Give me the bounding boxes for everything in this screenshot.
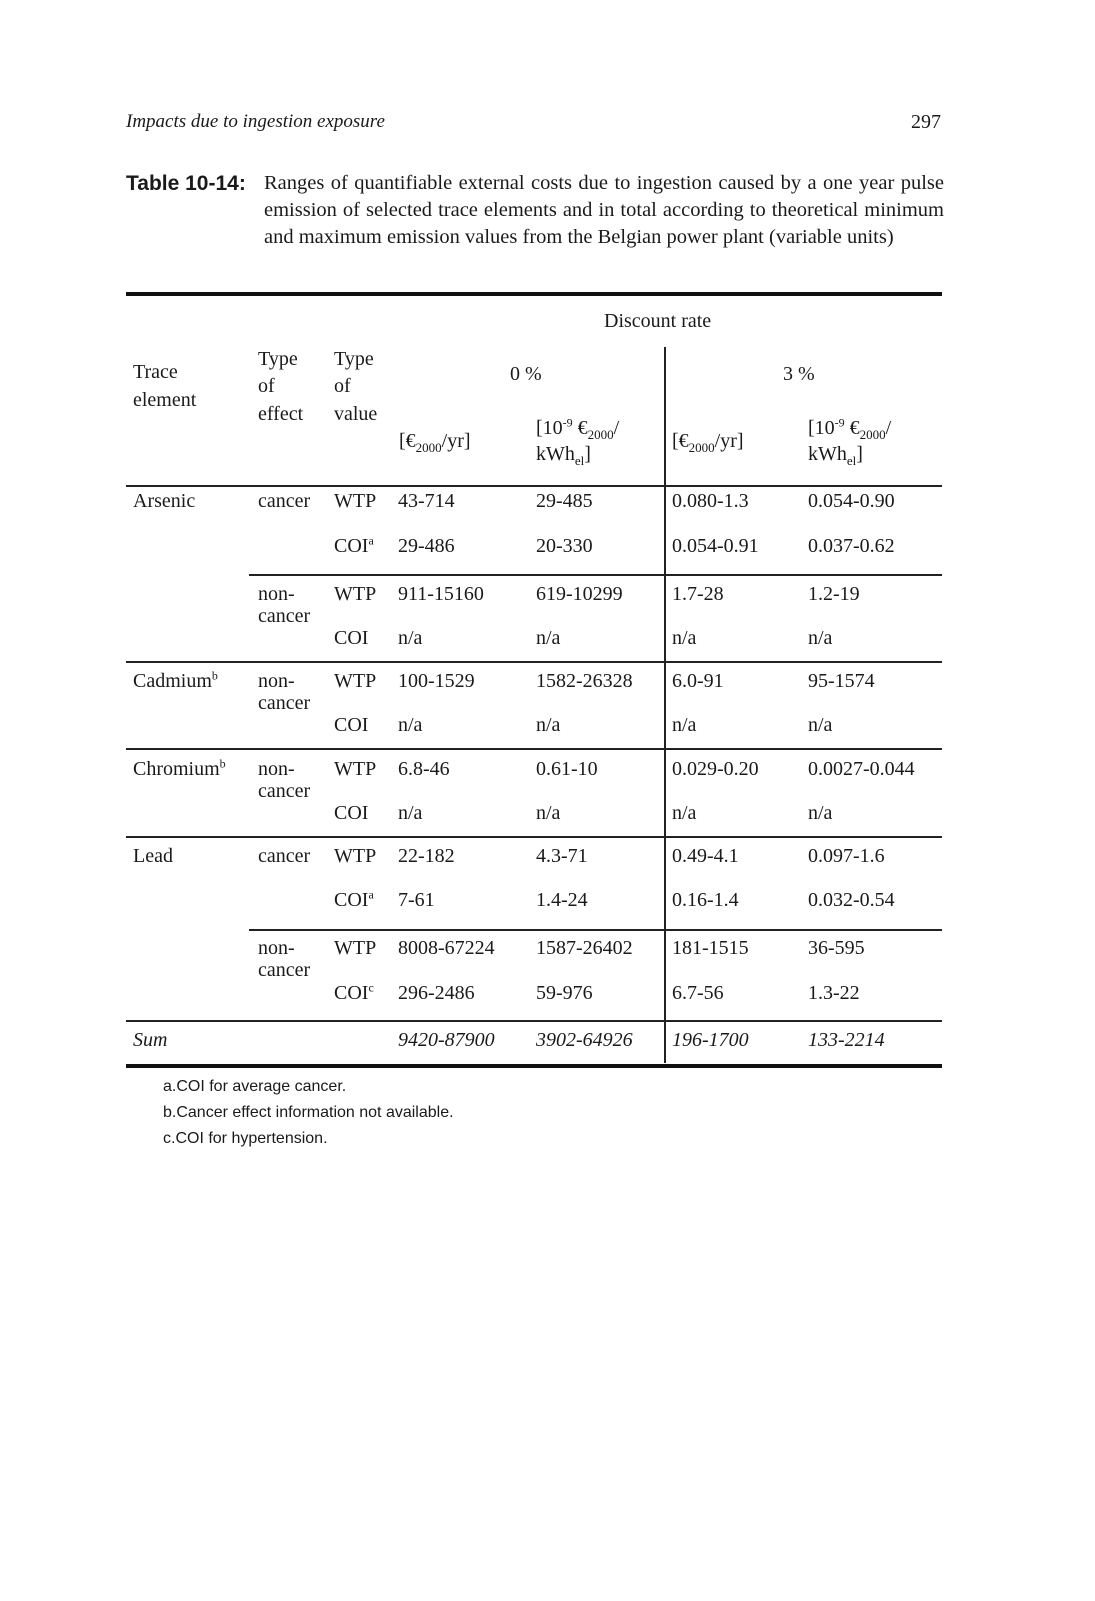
cell-text: COI bbox=[334, 889, 369, 911]
table-bottom-rule bbox=[126, 1064, 942, 1068]
cell-value bbox=[334, 889, 374, 911]
cell-text: cancer bbox=[258, 605, 311, 627]
cell-text: WTP bbox=[334, 670, 377, 692]
header-unit-kwh-0 bbox=[536, 415, 620, 442]
cell-v1 bbox=[398, 714, 422, 736]
footnote-marker: b bbox=[211, 668, 218, 683]
cell-text: 0.097-1.6 bbox=[808, 845, 885, 867]
header-effect-3: effect bbox=[258, 403, 304, 425]
cell-text: n/a bbox=[398, 802, 423, 824]
unit-sub: 2000 bbox=[688, 440, 715, 455]
unit-sub: el bbox=[574, 453, 585, 468]
cell-v4 bbox=[808, 937, 865, 959]
cell-text: n/a bbox=[672, 714, 697, 736]
cell-text: 0.61-10 bbox=[536, 758, 598, 780]
unit-text: kWh bbox=[536, 443, 575, 465]
cell-text: n/a bbox=[808, 802, 833, 824]
cell-element bbox=[133, 845, 173, 867]
cell-v4 bbox=[808, 714, 832, 736]
cell-v3 bbox=[672, 535, 759, 557]
cell-value bbox=[334, 670, 376, 692]
cell-effect2 bbox=[258, 605, 310, 627]
cell-v2 bbox=[536, 758, 598, 780]
cell-text: non- bbox=[258, 758, 295, 780]
cell-v4 bbox=[808, 670, 875, 692]
unit-text: /yr] bbox=[714, 430, 744, 452]
cell-v3 bbox=[672, 845, 739, 867]
cell-v3 bbox=[672, 758, 759, 780]
cell-text: 29-486 bbox=[398, 535, 455, 557]
header-rate-0: 0 % bbox=[510, 363, 542, 385]
cell-text: COI bbox=[334, 535, 369, 557]
header-unit-kwh-3-l2 bbox=[808, 443, 863, 468]
cell-text: WTP bbox=[334, 937, 377, 959]
cell-text: non- bbox=[258, 937, 295, 959]
cell-value bbox=[334, 583, 376, 605]
cell-text: 22-182 bbox=[398, 845, 455, 867]
cell-effect bbox=[258, 583, 295, 605]
cell-effect bbox=[258, 937, 295, 959]
cell-v3 bbox=[672, 583, 724, 605]
cell-v3 bbox=[672, 982, 724, 1004]
cell-text: 6.7-56 bbox=[672, 982, 724, 1004]
cell-text: WTP bbox=[334, 583, 377, 605]
header-discount-rate: Discount rate bbox=[604, 310, 712, 332]
cell-text: 0.16-1.4 bbox=[672, 889, 739, 911]
unit-sub: 2000 bbox=[859, 427, 886, 442]
cell-v2 bbox=[536, 889, 588, 911]
cell-v1 bbox=[398, 802, 422, 824]
cell-value bbox=[334, 845, 376, 867]
cell-value bbox=[334, 982, 374, 1004]
cell-v4 bbox=[808, 845, 885, 867]
cell-text: 1.2-19 bbox=[808, 583, 860, 605]
unit-text: [€ bbox=[399, 430, 416, 452]
cell-text: n/a bbox=[398, 714, 423, 736]
cell-text: 8008-67224 bbox=[398, 937, 495, 959]
cell-v4 bbox=[808, 583, 860, 605]
cell-v2 bbox=[536, 583, 623, 605]
sum-label: Sum bbox=[133, 1029, 168, 1051]
unit-text: / bbox=[885, 417, 892, 439]
cell-effect2 bbox=[258, 780, 310, 802]
header-value-2: of bbox=[334, 375, 351, 397]
cell-v1 bbox=[398, 535, 455, 557]
caption-label: Table 10-14: bbox=[126, 172, 246, 195]
cell-text: 181-1515 bbox=[672, 937, 749, 959]
cell-effect2 bbox=[258, 959, 310, 981]
cell-text: 911-15160 bbox=[398, 583, 484, 605]
cell-v3 bbox=[672, 937, 749, 959]
header-unit-yr-3 bbox=[672, 430, 744, 455]
cell-v1 bbox=[398, 627, 422, 649]
cell-text: n/a bbox=[808, 627, 833, 649]
cell-text: 29-485 bbox=[536, 490, 593, 512]
cell-text: 0.080-1.3 bbox=[672, 490, 749, 512]
cell-v2 bbox=[536, 490, 593, 512]
cell-text: n/a bbox=[808, 714, 833, 736]
cell-text: cancer bbox=[258, 490, 311, 512]
cell-text: 619-10299 bbox=[536, 583, 623, 605]
rate-divider bbox=[664, 347, 666, 1063]
sum-v1: 9420-87900 bbox=[398, 1029, 495, 1051]
cell-text: non- bbox=[258, 670, 295, 692]
header-unit-yr-0 bbox=[399, 430, 471, 455]
cell-text: COI bbox=[334, 982, 369, 1004]
cell-text: 20-330 bbox=[536, 535, 593, 557]
unit-sub: 2000 bbox=[415, 440, 442, 455]
cell-text: n/a bbox=[398, 627, 423, 649]
page-number: 297 bbox=[911, 111, 941, 133]
cell-text: cancer bbox=[258, 959, 311, 981]
cell-value bbox=[334, 627, 368, 649]
cell-text: non- bbox=[258, 583, 295, 605]
rule-cadmium bbox=[126, 661, 942, 663]
cell-v1 bbox=[398, 889, 435, 911]
cell-text: WTP bbox=[334, 845, 377, 867]
unit-sup: -9 bbox=[562, 415, 573, 430]
header-value-3: value bbox=[334, 403, 378, 425]
cell-v2 bbox=[536, 535, 593, 557]
cell-text: Chromium bbox=[133, 758, 220, 780]
footnote-marker: b bbox=[219, 756, 226, 771]
cell-v1 bbox=[398, 982, 475, 1004]
cell-text: 0.037-0.62 bbox=[808, 535, 895, 557]
cell-text: cancer bbox=[258, 780, 311, 802]
cell-effect bbox=[258, 670, 295, 692]
cell-element bbox=[133, 490, 195, 512]
cell-v1 bbox=[398, 758, 450, 780]
caption-text: Ranges of quantifiable external costs due to ingestion caused by a one year pulse emission of selected trace elements and in total according to theoretical minimum and maximum emission values from the Belgian power plant (variable units) bbox=[264, 172, 944, 248]
cell-v4 bbox=[808, 982, 860, 1004]
cell-effect bbox=[258, 845, 310, 867]
unit-sup: -9 bbox=[834, 415, 845, 430]
cell-v3 bbox=[672, 627, 696, 649]
cell-v1 bbox=[398, 937, 495, 959]
cell-text: 1.3-22 bbox=[808, 982, 860, 1004]
cell-text: Lead bbox=[133, 845, 173, 867]
unit-text: kWh bbox=[808, 443, 847, 465]
header-effect-1: Type bbox=[258, 348, 298, 370]
cell-text: n/a bbox=[536, 627, 561, 649]
rule-arsenic-noncancer bbox=[249, 574, 942, 576]
table-caption bbox=[126, 170, 944, 251]
cell-effect bbox=[258, 490, 310, 512]
cell-v4 bbox=[808, 535, 895, 557]
cell-text: 1587-26402 bbox=[536, 937, 633, 959]
cell-text: 0.029-0.20 bbox=[672, 758, 759, 780]
cell-text: n/a bbox=[536, 802, 561, 824]
cell-value bbox=[334, 535, 374, 557]
cell-text: 7-61 bbox=[398, 889, 435, 911]
cell-v1 bbox=[398, 670, 475, 692]
unit-text: ] bbox=[584, 443, 591, 465]
unit-text: € bbox=[572, 417, 588, 439]
cell-text: n/a bbox=[536, 714, 561, 736]
cell-text: 1.7-28 bbox=[672, 583, 724, 605]
unit-text: € bbox=[844, 417, 860, 439]
header-unit-kwh-3 bbox=[808, 415, 892, 442]
unit-text: [10 bbox=[536, 417, 563, 439]
footnote-marker: a bbox=[368, 887, 374, 902]
cell-text: 0.054-0.90 bbox=[808, 490, 895, 512]
cell-value bbox=[334, 490, 376, 512]
cell-v2 bbox=[536, 670, 633, 692]
cell-text: 100-1529 bbox=[398, 670, 475, 692]
cell-v2 bbox=[536, 845, 588, 867]
cell-v4 bbox=[808, 758, 915, 780]
cell-text: cancer bbox=[258, 845, 311, 867]
header-rule bbox=[126, 485, 942, 487]
footnote-c: c.COI for hypertension. bbox=[163, 1130, 328, 1147]
cell-text: n/a bbox=[672, 802, 697, 824]
sum-v4: 133-2214 bbox=[808, 1029, 885, 1051]
cell-v1 bbox=[398, 845, 455, 867]
header-trace-element-2: element bbox=[133, 389, 197, 411]
unit-sub: 2000 bbox=[587, 427, 614, 442]
cell-element bbox=[133, 758, 226, 780]
cell-v2 bbox=[536, 714, 560, 736]
cell-value bbox=[334, 802, 368, 824]
header-effect-2: of bbox=[258, 375, 275, 397]
running-head: Impacts due to ingestion exposure bbox=[126, 111, 385, 132]
cell-v3 bbox=[672, 490, 749, 512]
rule-sum bbox=[126, 1020, 942, 1022]
sum-v3: 196-1700 bbox=[672, 1029, 749, 1051]
table-top-rule bbox=[126, 292, 942, 296]
unit-text: /yr] bbox=[441, 430, 471, 452]
cell-value bbox=[334, 714, 368, 736]
header-trace-element-1: Trace bbox=[133, 361, 178, 383]
unit-text: [€ bbox=[672, 430, 689, 452]
cell-v4 bbox=[808, 490, 895, 512]
cell-text: 1.4-24 bbox=[536, 889, 588, 911]
footnote-marker: a bbox=[368, 533, 374, 548]
cell-v2 bbox=[536, 802, 560, 824]
cell-text: 0.0027-0.044 bbox=[808, 758, 915, 780]
footnote-b: b.Cancer effect information not available. bbox=[163, 1104, 454, 1121]
cell-text: 36-595 bbox=[808, 937, 865, 959]
cell-v3 bbox=[672, 889, 739, 911]
cell-v4 bbox=[808, 802, 832, 824]
cell-text: 95-1574 bbox=[808, 670, 875, 692]
cell-text: WTP bbox=[334, 490, 377, 512]
cell-v1 bbox=[398, 490, 455, 512]
cell-value bbox=[334, 937, 376, 959]
rule-lead bbox=[126, 836, 942, 838]
cell-element bbox=[133, 670, 218, 692]
cell-v3 bbox=[672, 802, 696, 824]
cell-text: WTP bbox=[334, 758, 377, 780]
sum-v2: 3902-64926 bbox=[536, 1029, 633, 1051]
cell-v4 bbox=[808, 889, 895, 911]
cell-v3 bbox=[672, 670, 724, 692]
cell-text: COI bbox=[334, 627, 369, 649]
cell-text: COI bbox=[334, 802, 369, 824]
footnote-a: a.COI for average cancer. bbox=[163, 1078, 347, 1095]
cell-text: COI bbox=[334, 714, 369, 736]
rule-chromium bbox=[126, 748, 942, 750]
cell-text: 59-976 bbox=[536, 982, 593, 1004]
cell-text: 296-2486 bbox=[398, 982, 475, 1004]
cell-v2 bbox=[536, 937, 633, 959]
cell-effect2 bbox=[258, 692, 310, 714]
header-value-1: Type bbox=[334, 348, 374, 370]
cell-text: 43-714 bbox=[398, 490, 455, 512]
header-unit-kwh-0-l2 bbox=[536, 443, 591, 468]
cell-text: Cadmium bbox=[133, 670, 212, 692]
cell-v3 bbox=[672, 714, 696, 736]
footnote-marker: c bbox=[368, 980, 374, 995]
unit-sub: el bbox=[846, 453, 857, 468]
cell-text: 0.49-4.1 bbox=[672, 845, 739, 867]
cell-text: 6.0-91 bbox=[672, 670, 724, 692]
cell-v4 bbox=[808, 627, 832, 649]
cell-text: 0.032-0.54 bbox=[808, 889, 895, 911]
footnotes bbox=[163, 1074, 454, 1152]
cell-effect bbox=[258, 758, 295, 780]
header-rate-3: 3 % bbox=[783, 363, 815, 385]
cell-value bbox=[334, 758, 376, 780]
rule-lead-noncancer bbox=[249, 929, 942, 931]
unit-text: ] bbox=[856, 443, 863, 465]
cell-text: n/a bbox=[672, 627, 697, 649]
unit-text: [10 bbox=[808, 417, 835, 439]
cell-v2 bbox=[536, 982, 593, 1004]
cell-v1 bbox=[398, 583, 484, 605]
cell-text: cancer bbox=[258, 692, 311, 714]
cell-text: Arsenic bbox=[133, 490, 196, 512]
cell-text: 0.054-0.91 bbox=[672, 535, 759, 557]
cell-text: 1582-26328 bbox=[536, 670, 633, 692]
cell-text: 4.3-71 bbox=[536, 845, 588, 867]
cell-v2 bbox=[536, 627, 560, 649]
unit-text: / bbox=[613, 417, 620, 439]
cell-text: 6.8-46 bbox=[398, 758, 450, 780]
